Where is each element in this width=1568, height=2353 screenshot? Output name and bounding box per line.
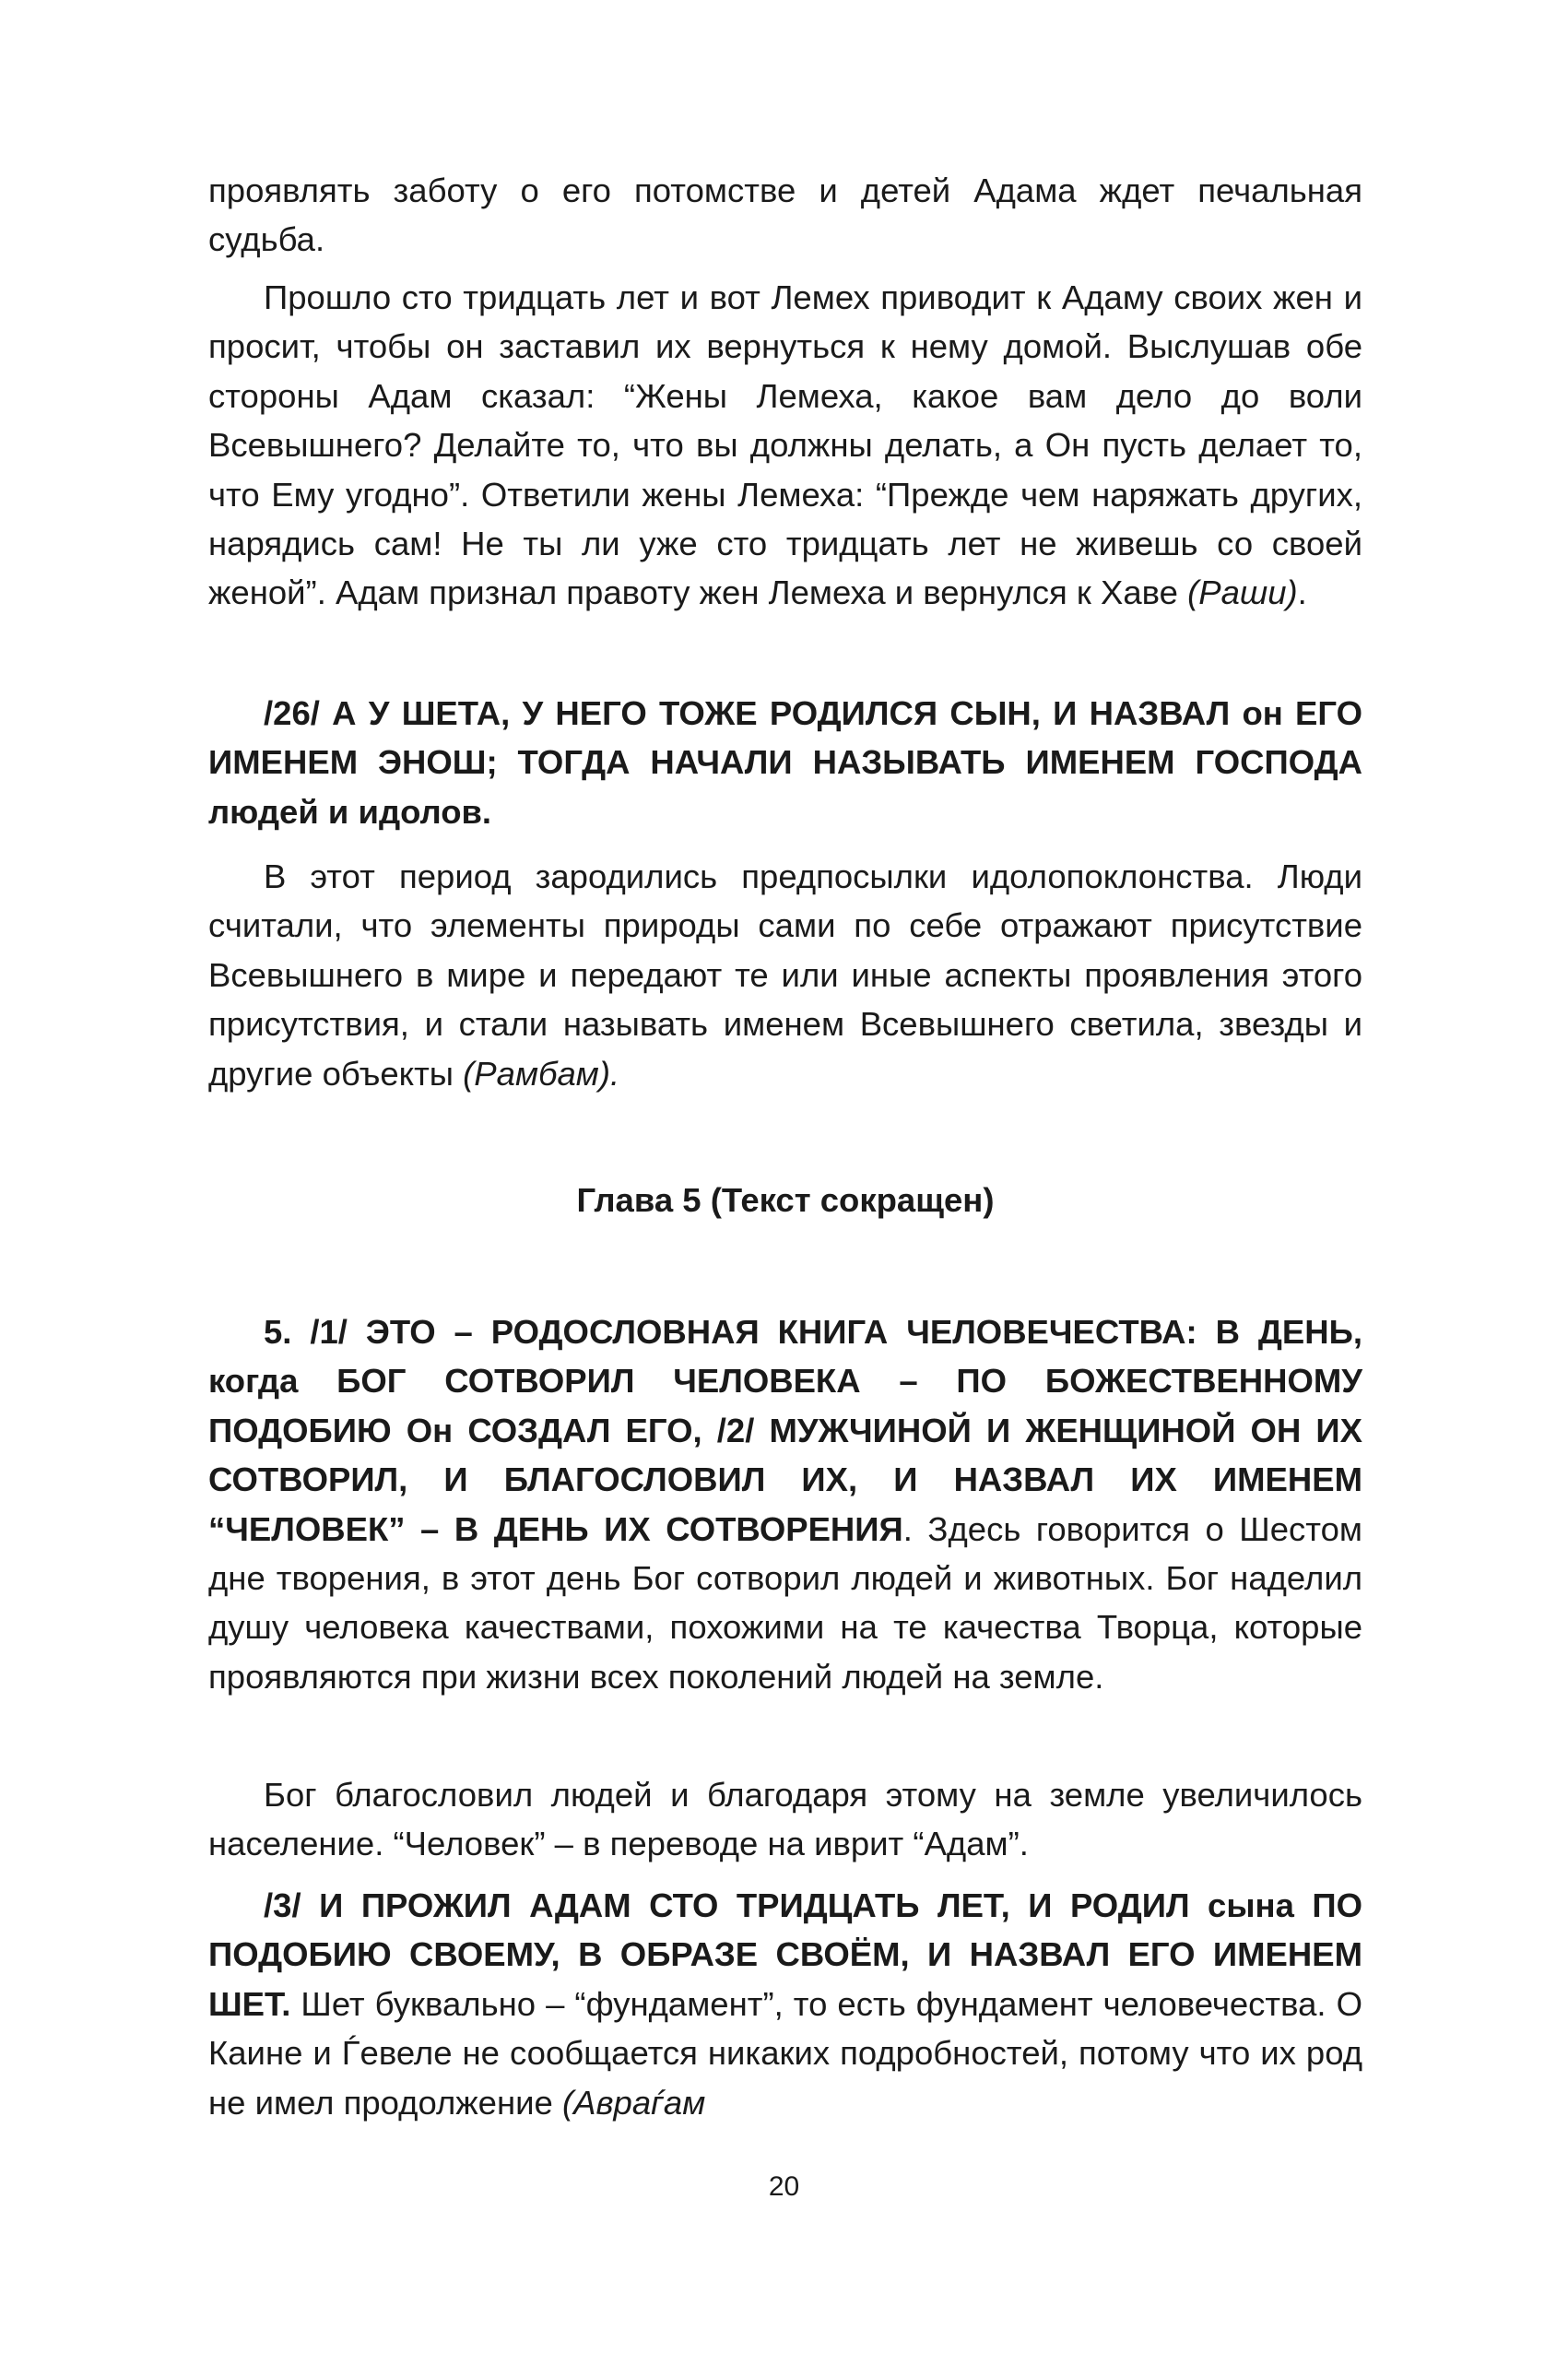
verse-5-1-text: 5. /1/ ЭТО – РОДОСЛОВНАЯ КНИГА ЧЕЛОВЕЧЕСТВА: В ДЕНЬ, когда БОГ СОТВОРИЛ ЧЕЛОВЕКА – ПО БОЖЕСТВЕННОМУ ПОДОБИЮ Он СОЗДАЛ ЕГО, /2/ МУЖЧИНОЙ И ЖЕНЩИНОЙ ОН ИХ СОТВОРИЛ, И БЛАГОСЛОВИЛ ИХ, И НАЗВАЛ ИХ ИМЕНЕМ “ЧЕЛОВЕК” – В ДЕНЬ ИХ СОТВОРЕНИЯ — [208, 1313, 1362, 1548]
paragraph-6 — [208, 1770, 1362, 1869]
paragraph-2-text: Прошло сто тридцать лет и вот Лемех приводит к Адаму своих жен и просит, чтобы он заставил их вернуться к нему домой. Выслушав обе стороны Адам сказал: “Жены Лемеха, какое вам дело до воли Всевышнего? Делайте то, что вы должны делать, а Он пусть делает то, что Ему угодно”. Ответили жены Лемеха: “Прежде чем наряжать других, нарядись сам! Не ты ли уже сто тридцать лет не живешь со своей женой”. Адам признал правоту жен Лемеха и вернулся к Хаве — [208, 278, 1362, 612]
paragraph-7-text: Шет буквально – “фундамент”, то есть фундамент человечества. О Каине и Ѓевеле не сообщается никаких подробностей, потому что их род не имел продолжение — [208, 1984, 1362, 2122]
verse-26-text: /26/ А У ШЕТА, У НЕГО ТОЖЕ РОДИЛСЯ СЫН, И НАЗВАЛ он ЕГО ИМЕНЕМ ЭНОШ; ТОГДА НАЧАЛИ НАЗЫВАТЬ ИМЕНЕМ ГОСПОДА людей и идолов. — [208, 694, 1362, 831]
paragraph-5 — [208, 1307, 1362, 1701]
paragraph-2-end: . — [1297, 573, 1307, 612]
paragraph-6-text: Бог благословил людей и благодаря этому на земле увеличилось население. “Человек” – в переводе на иврит “Адам”. — [208, 1776, 1362, 1863]
verse-3-text: /3/ И ПРОЖИЛ АДАМ СТО ТРИДЦАТЬ ЛЕТ, И РОДИЛ сына ПО ПОДОБИЮ СВОЕМУ, В ОБРАЗЕ СВОЁМ, И НАЗВАЛ ЕГО ИМЕНЕМ ШЕТ. — [208, 1886, 1362, 2023]
page-number: 20 — [768, 2171, 800, 2202]
verse-26 — [208, 689, 1362, 836]
paragraph-7 — [208, 1881, 1362, 2127]
paragraph-2 — [208, 273, 1362, 618]
chapter-heading: Глава 5 (Текст сокращен) — [576, 1181, 995, 1219]
paragraph-5-text: . Здесь говорится о Шестом дне творения, в этот день Бог сотворил людей и животных. Бог наделил душу человека качествами, похожими на те качества Творца, которые проявляются при жизни всех поколений людей на земле. — [208, 1509, 1363, 1696]
citation-rashi: (Раши) — [1187, 573, 1298, 612]
paragraph-1 — [208, 166, 1362, 265]
paragraph-4-text: В этот период зародились предпосылки идолопоклонства. Люди считали, что элементы природы сами по себе отражают присутствие Всевышнего в мире и передают те или иные аспекты проявления этого присутствия, и стали называть именем Всевышнего светила, звезды и другие объекты — [208, 857, 1362, 1093]
citation-avraham: (Авраѓам — [561, 2083, 706, 2122]
citation-rambam: (Рамбам). — [463, 1054, 620, 1093]
paragraph-1-text: проявлять заботу о его потомстве и детей Адама ждет печальная судьба. — [208, 171, 1362, 259]
paragraph-4 — [208, 852, 1362, 1098]
